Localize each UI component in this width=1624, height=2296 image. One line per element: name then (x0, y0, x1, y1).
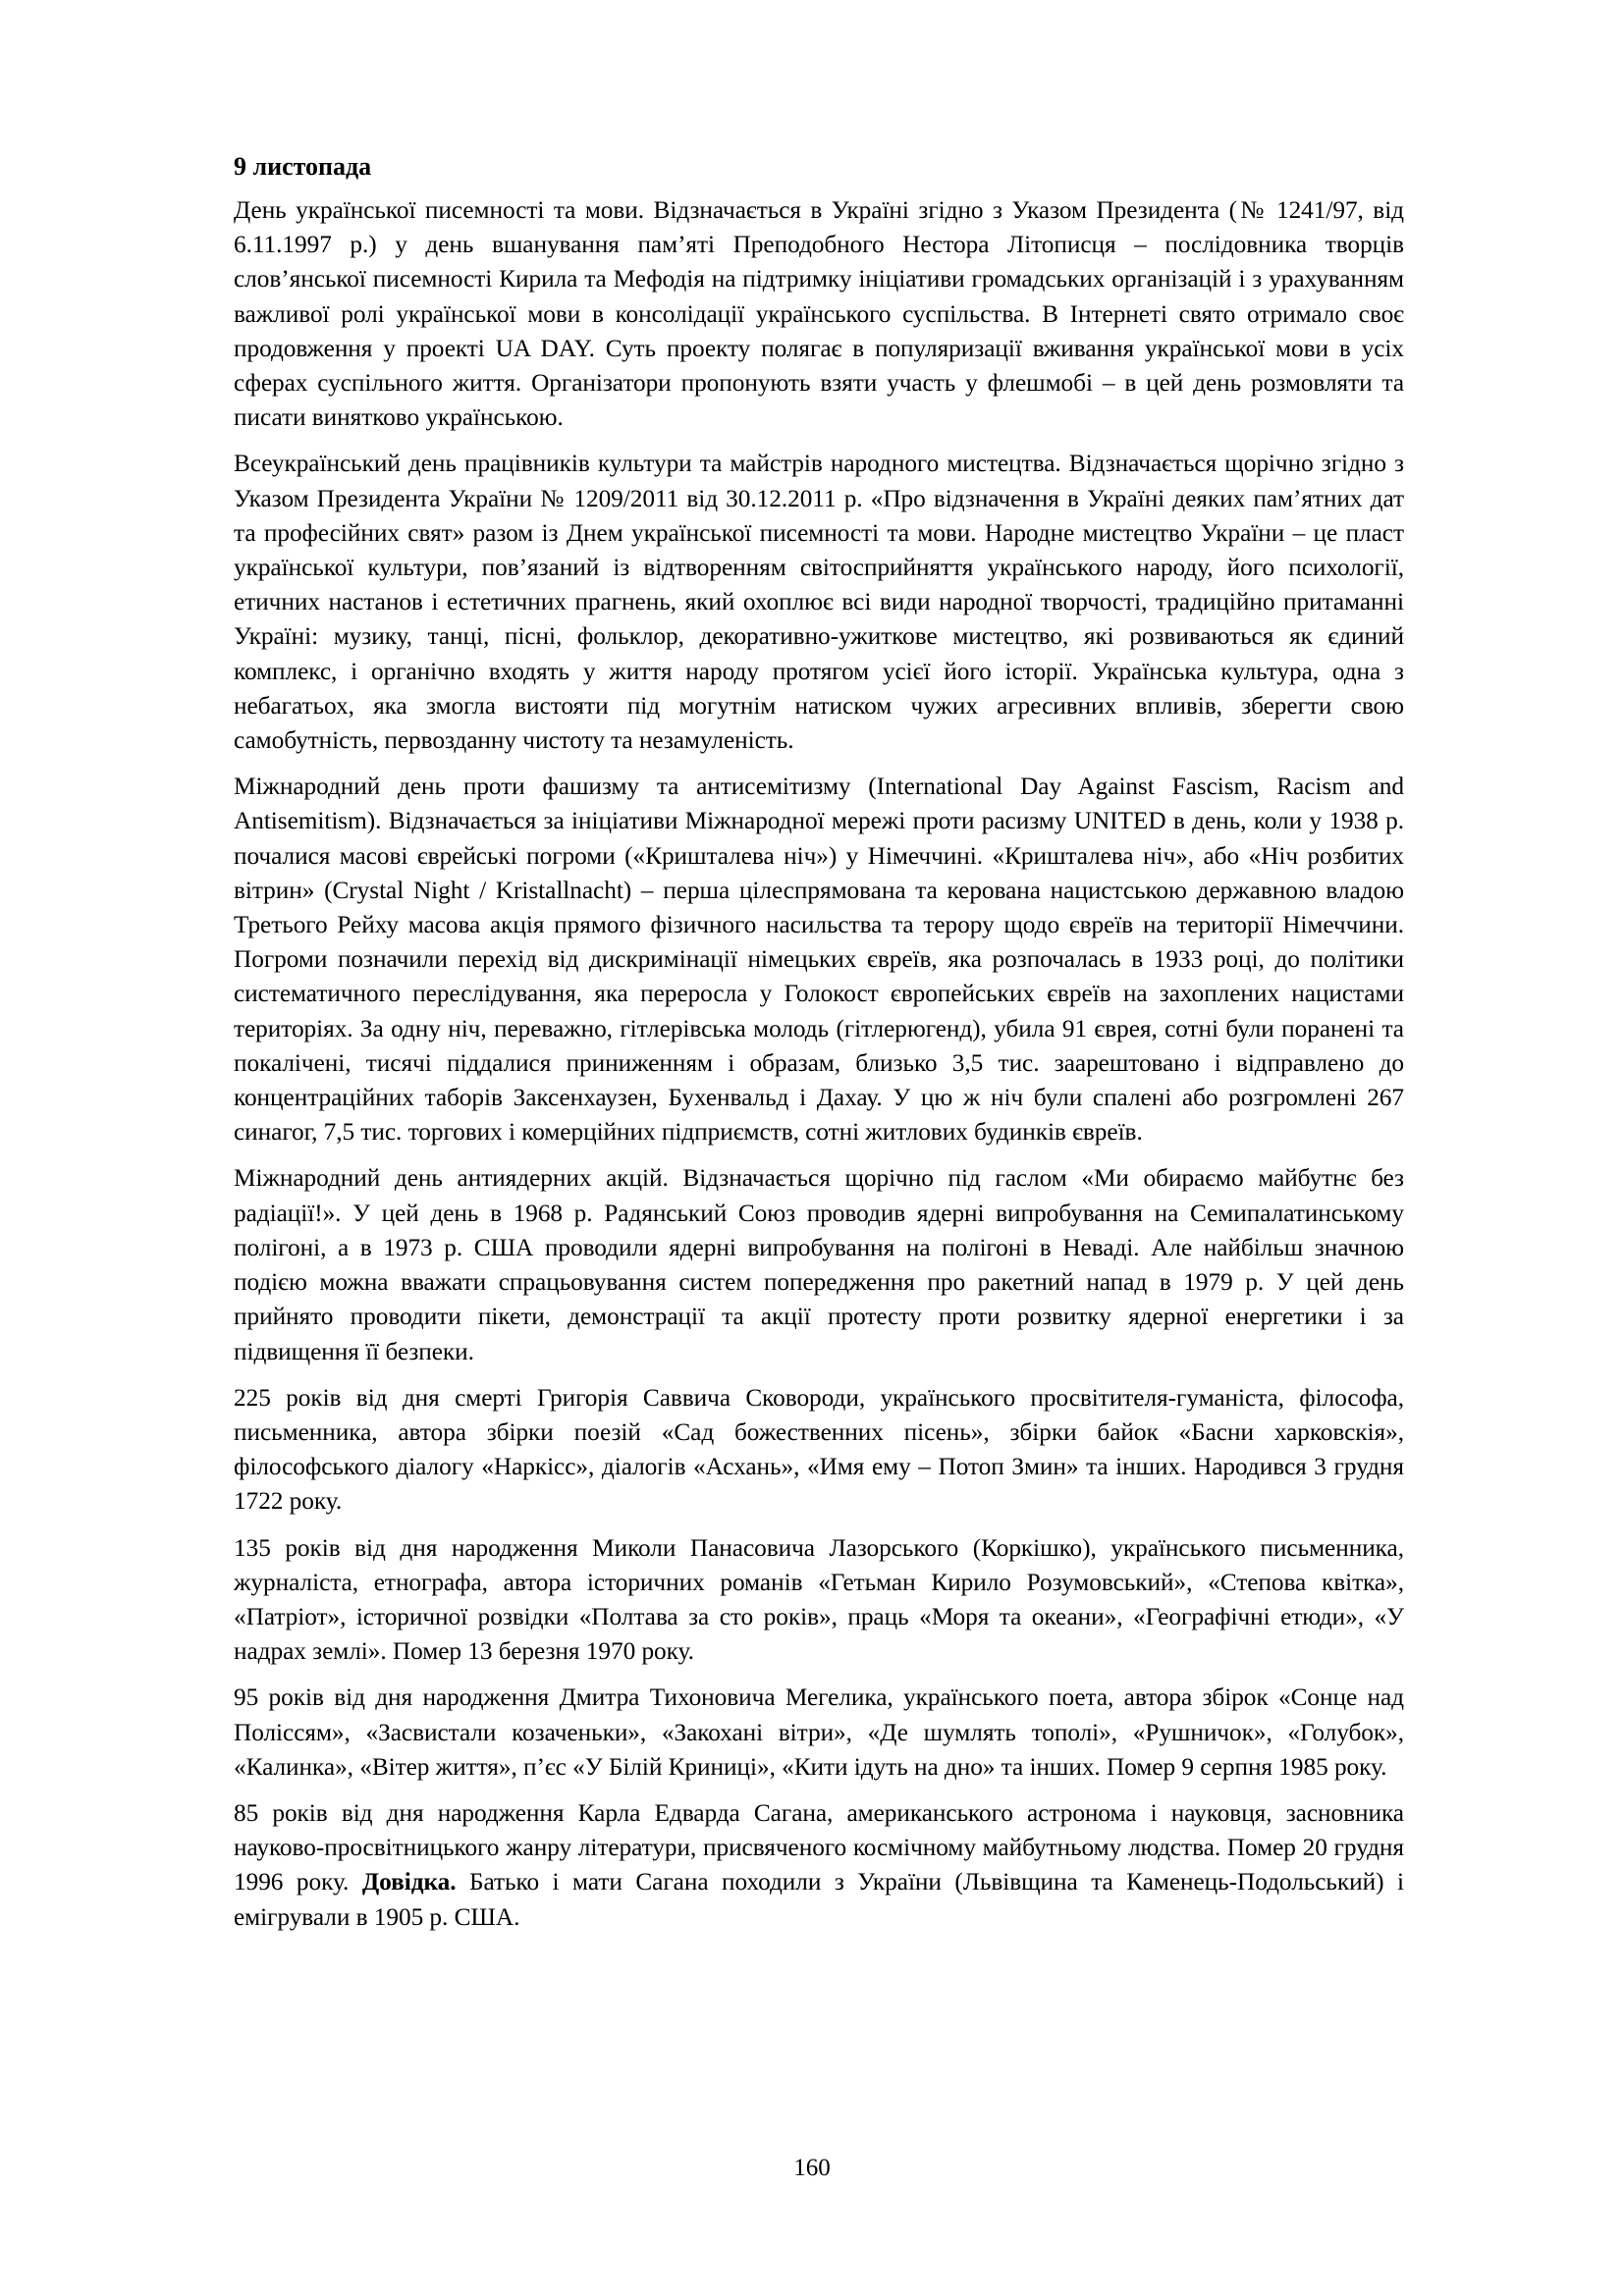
sagan-text-after: Батько і мати Сагана походили з України (Львівщина та Каменець-Подольський) і емігрували в 1905 р. США. (234, 1868, 1404, 1931)
reference-label: Довідка. (361, 1868, 457, 1896)
page-number: 160 (793, 2155, 831, 2181)
paragraph-skovoroda: 225 років від дня смерті Григорія Саввича Сковороди, українського просвітителя-гуманіста, філософа, письменника, автора збірки поезій «Сад божественних пісень», збірки байок «Басни харковскія», філософського діалогу «Наркісс», діалогів «Асхань», «Имя ему – Потоп Змин» та інших. Народився 3 грудня 1722 року. (234, 1383, 1404, 1516)
paragraph-anti-fascism-day: Міжнародний день проти фашизму та антисемітизму (International Day Against Fascism, Racism and Antisemitism). Відзначається за ініціативи Міжнародної мережі проти расизму UNITED в день, коли у 1938 р. почалися масові єврейські погроми («Кришталева ніч») у Німеччині. «Кришталева ніч», або «Ніч розбитих вітрин» (Crystal Night / Kristallnacht) – перша цілеспрямована та керована нацистською державною владою Третього Рейху масова акція прямого фізичного насильства та терору щодо євреїв на території Німеччини. Погроми позначили перехід від дискримінації німецьких євреїв, яка розпочалась в 1933 році, до політики систематичного переслідування, яка переросла у Голокост європейських євреїв на захоплених нацистами територіях. За одну ніч, переважно, гітлерівська молодь (гітлерюгенд), убила 91 єврея, сотні були поранені та покалічені, тисячі піддалися приниженням і образам, близько 3,5 тис. заарештовано і відправлено до концентраційних таборів Заксенхаузен, Бухенвальд і Дахау. У цю ж ніч були спалені або розгромлені 267 синагог, 7,5 тис. торгових і комерційних підприємств, сотні житлових будинків євреїв. (234, 773, 1404, 1147)
paragraph-sagan (234, 1796, 1404, 1935)
paragraph-ukrainian-language-day: День української писемності та мови. Відзначається в Україні згідно з Указом Президента (№ 1241/97, від 6.11.1997 р.) у день вшанування пам’яті Преподобного Нестора Літописця – послідовника творців слов’янської писемності Кирила та Мефодія на підтримку ініціативи громадських організацій і з урахуванням важливої ролі української мови в консолідації українського суспільства. В Інтернеті свято отримало своє продовження у проекті UA DAY. Суть проекту полягає в популяризації вживання української мови в усіх сферах суспільного життя. Організатори пропонують взяти участь у флешмобі – в цей день розмовляти та писати винятково українською. (234, 196, 1404, 432)
paragraph-culture-workers-day: Всеукраїнський день працівників культури та майстрів народного мистецтва. Відзначається щорічно згідно з Указом Президента України № 1209/2011 від 30.12.2011 р. «Про відзначення в Україні деяких пам’ятних дат та професійних свят» разом із Днем української писемності та мови. Народне мистецтво України – це пласт української культури, пов’язаний із відтворенням світосприйняття українського народу, його психології, етичних настанов і естетичних прагнень, який охоплює всі види народної творчості, традиційно притаманні Україні: музику, танці, пісні, фольклор, декоративно-ужиткове мистецтво, які розвиваються як єдиний комплекс, і органічно входять у життя народу протягом усієї його історії. Українська культура, одна з небагатьох, яка змогла вистояти під могутнім натиском чужих агресивних впливів, зберегти свою самобутність, первозданну чистоту та незамуленість. (234, 450, 1404, 755)
paragraph-megelyk: 95 років від дня народження Дмитра Тихоновича Мегелика, українського поета, автора збірок «Сонце над Поліссям», «Засвистали козаченьки», «Закохані вітри», «Де шумлять тополі», «Рушничок», «Голубок», «Калинка», «Вітер життя», п’єс «У Білій Криниці», «Кити ідуть на дно» та інших. Помер 9 серпня 1985 року. (234, 1683, 1404, 1781)
paragraph-lazorsky: 135 років від дня народження Миколи Панасовича Лазорського (Коркішко), українського письменника, журналіста, етнографа, автора історичних романів «Гетьман Кирило Розумовський», «Степова квітка», «Патріот», історичної розвідки «Полтава за сто років», праць «Моря та океани», «Географічні етюди», «У надрах землі». Помер 13 березня 1970 року. (234, 1533, 1404, 1666)
date-heading: 9 листопада (234, 152, 372, 181)
sagan-text-before: 85 років від дня народження Карла Едварда Сагана, американського астронома і науковця, засновника науково-просвітницького жанру літератури, присвяченого космічному майбутньому людства. Помер 20 грудня 1996 року. (234, 1798, 1404, 1896)
document-body (234, 149, 1404, 1947)
paragraph-anti-nuclear-day: Міжнародний день антиядерних акцій. Відзначається щорічно під гаслом «Ми обираємо майбутнє без радіації!». У цей день в 1968 р. Радянський Союз проводив ядерні випробування на Семипалатинському полігоні, а в 1973 р. США проводили ядерні випробування на полігоні в Неваді. Але найбільш значною подією можна вважати спрацьовування систем попередження про ракетний напад в 1979 р. У цей день прийнято проводити пікети, демонстрації та акції протесту проти розвитку ядерної енергетики і за підвищення її безпеки. (234, 1164, 1404, 1365)
